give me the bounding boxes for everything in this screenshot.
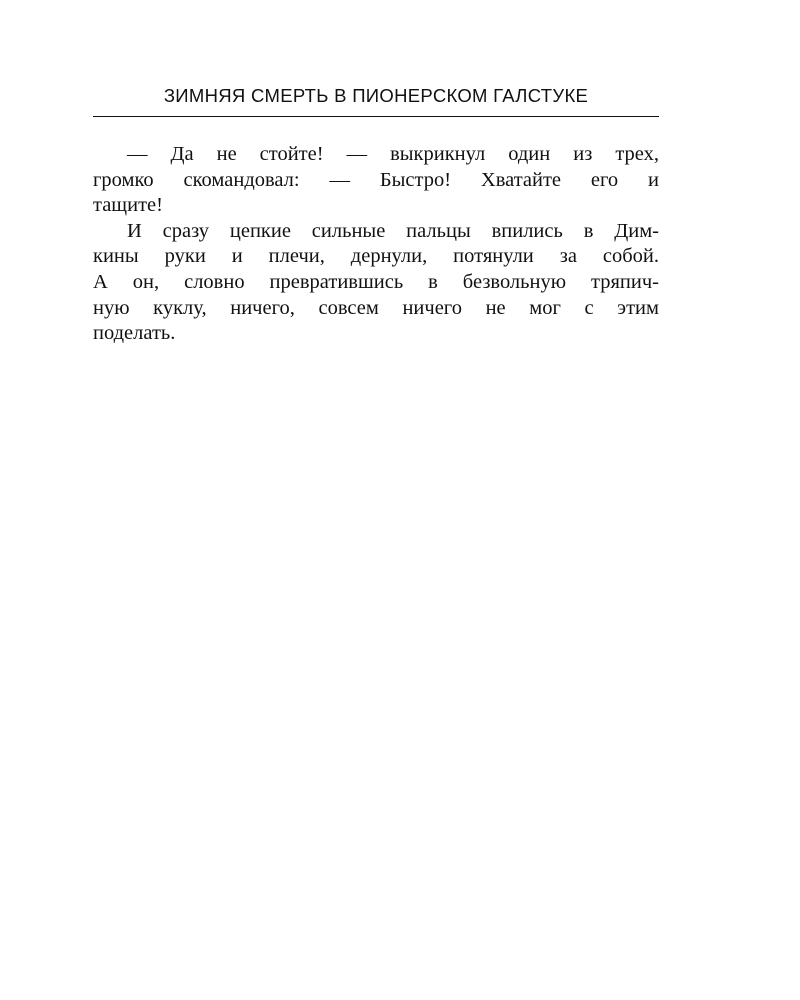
text-line: А он, словно превратившись в безвольную тряпич-	[93, 270, 659, 293]
paragraph	[93, 142, 659, 219]
text-line: тащите!	[93, 194, 163, 217]
book-page	[93, 0, 659, 1000]
text-line: поделать.	[93, 322, 176, 345]
running-title: ЗИМНЯЯ СМЕРТЬ В ПИОНЕРСКОМ ГАЛСТУКЕ	[163, 85, 589, 106]
text-line: — Да не стойте! — выкрикнул один из трех,	[127, 143, 659, 165]
text-line: ную куклу, ничего, совсем ничего не мог с этим	[93, 296, 659, 319]
paragraph	[93, 219, 659, 347]
header-rule	[93, 116, 659, 117]
text-line: громко скомандовал: — Быстро! Хватайте его и	[93, 168, 659, 191]
text-line: кины руки и плечи, дернули, потянули за собой.	[93, 245, 659, 268]
body-text	[93, 142, 659, 347]
text-line: И сразу цепкие сильные пальцы впились в Дим-	[127, 219, 659, 242]
